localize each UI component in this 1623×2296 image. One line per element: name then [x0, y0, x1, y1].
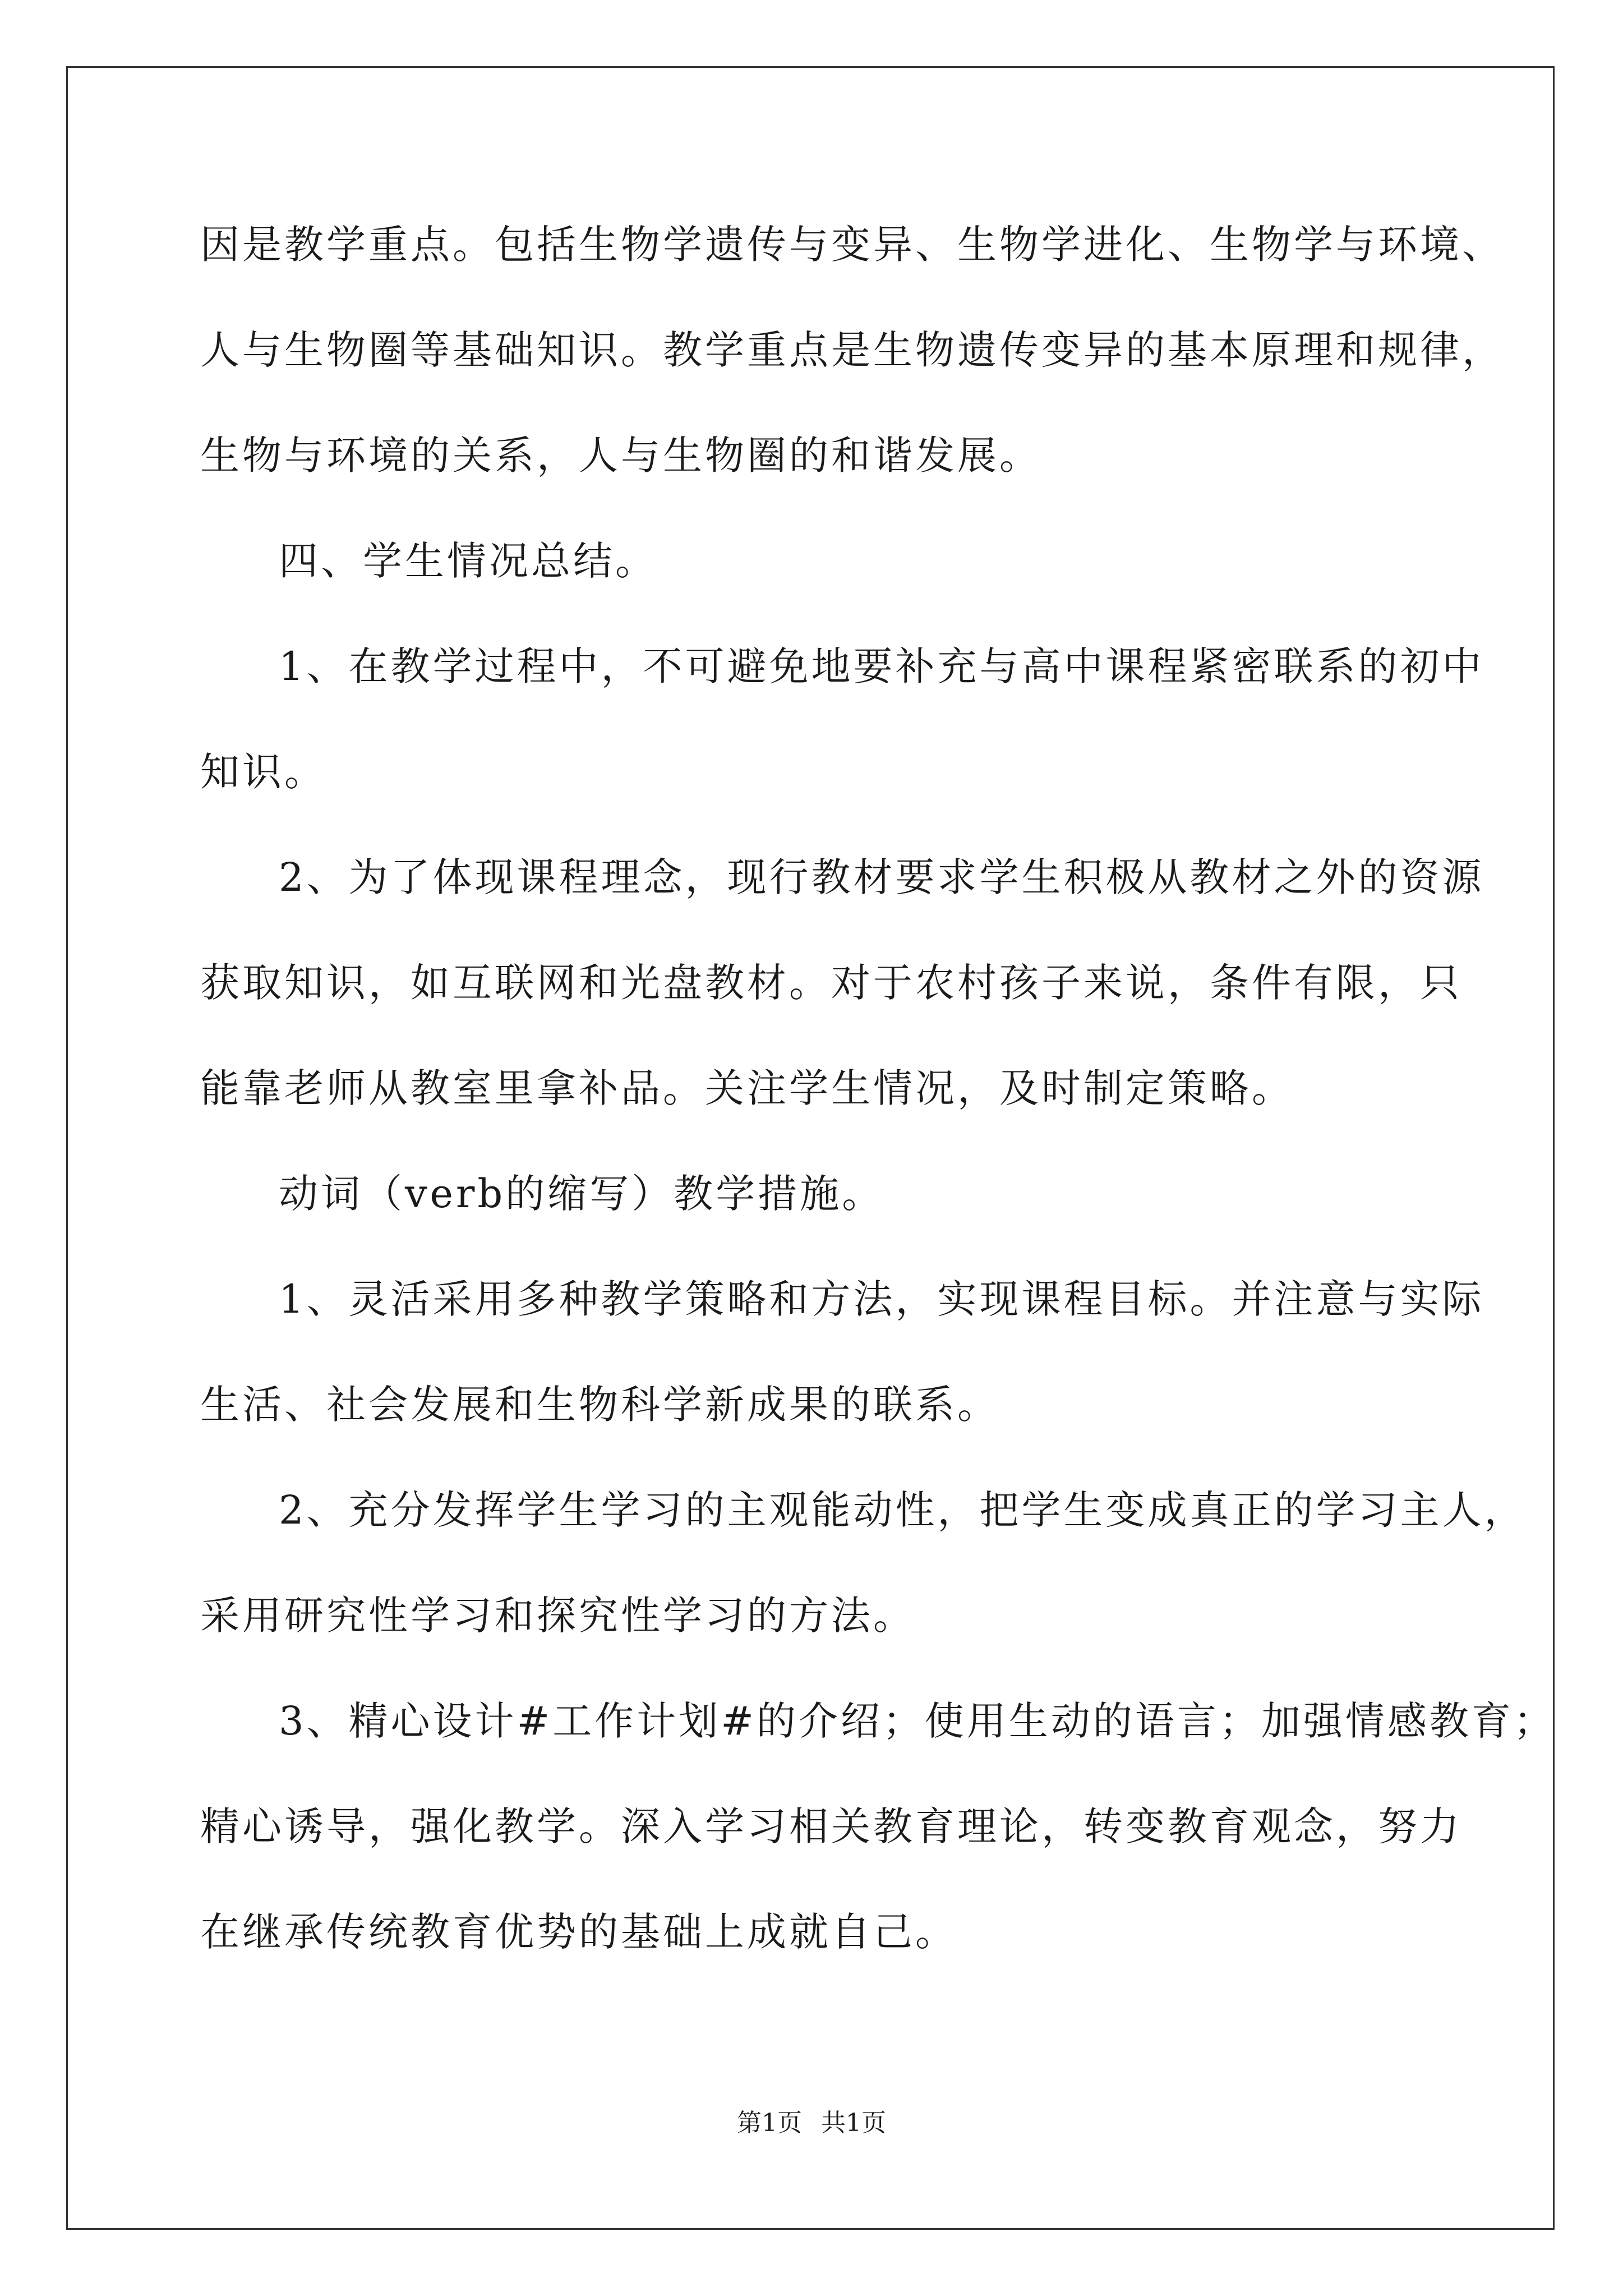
text-line: 1、灵活采用多种教学策略和方法，实现课程目标。并注意与实际: [279, 1276, 1484, 1322]
text-line: 生物与环境的关系，人与生物圈的和谐发展。: [200, 432, 1041, 478]
text-line: 3、精心设计#工作计划#的介绍；使用生动的语言；加强情感教育；: [279, 1698, 1556, 1744]
text-line: 能靠老师从教室里拿补品。关注学生情况，及时制定策略。: [200, 1065, 1294, 1111]
text-line: 1、在教学过程中，不可避免地要补充与高中课程紧密联系的初中: [279, 643, 1484, 689]
page-number: 第1页 共1页: [737, 2109, 886, 2137]
text-line: 生活、社会发展和生物科学新成果的联系。: [200, 1382, 999, 1428]
text-line: 采用研究性学习和探究性学习的方法。: [200, 1593, 915, 1639]
text-line: 在继承传统教育优势的基础上成就自己。: [200, 1909, 957, 1955]
section-heading: 动词（verb的缩写）教学措施。: [279, 1171, 884, 1217]
text-line: 精心诱导，强化教学。深入学习相关教育理论，转变教育观念，努力: [200, 1803, 1462, 1849]
text-line: 知识。: [200, 749, 326, 795]
text-line: 因是教学重点。包括生物学遗传与变异、生物学进化、生物学与环境、: [200, 222, 1504, 268]
text-line: 人与生物圈等基础知识。教学重点是生物遗传变异的基本原理和规律，: [200, 327, 1504, 373]
text-line: 获取知识，如互联网和光盘教材。对于农村孩子来说，条件有限，只: [200, 960, 1462, 1006]
section-heading: 四、学生情况总结。: [279, 538, 657, 584]
text-line: 2、为了体现课程理念，现行教材要求学生积极从教材之外的资源: [279, 854, 1484, 900]
text-line: 2、充分发挥学生学习的主观能动性，把学生变成真正的学习主人，: [279, 1487, 1527, 1533]
